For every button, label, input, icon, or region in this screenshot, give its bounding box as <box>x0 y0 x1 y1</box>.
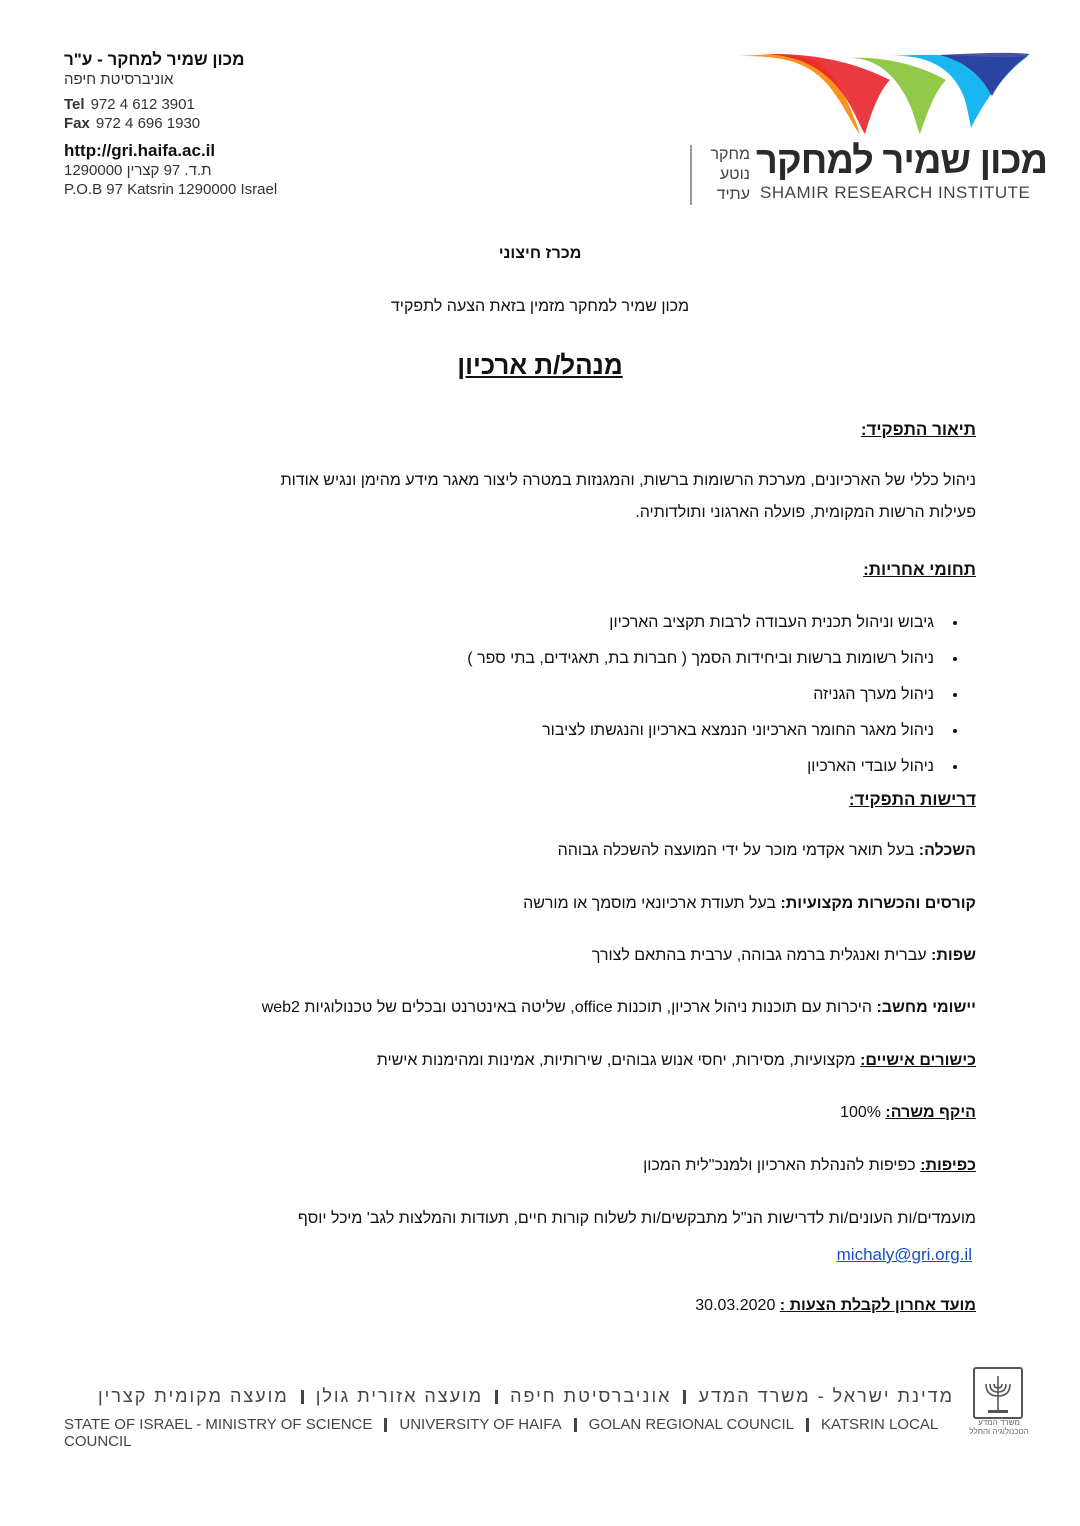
requirement-subordination <box>116 1157 976 1175</box>
responsibilities-list <box>242 605 942 785</box>
notice-type: מכרז חיצוני <box>498 245 582 262</box>
requirement-languages <box>116 947 976 965</box>
footer-partners-hebrew <box>64 1386 954 1407</box>
emblem-caption-2: הטכנולוגיה והחלל <box>969 1427 1029 1436</box>
list-item: • גיבוש וניהול תכנית העבודה לרבות תקציב הארכיון <box>242 605 942 641</box>
fax-label: Fax <box>64 115 90 132</box>
courses-label: קורסים והכשרות מקצועיות: <box>780 895 976 912</box>
emblem-caption <box>958 1418 1040 1436</box>
computer-value: היכרות עם תוכנות ניהול ארכיון, תוכנות office, שליטה באינטרנט ובכלים של טכנולוגיות web2 <box>261 999 873 1016</box>
footer-partner: UNIVERSITY OF HAIFA <box>399 1416 562 1433</box>
courses-value: בעל תעודת ארכיונאי מוסמך או מורשה <box>523 895 776 912</box>
sender-block <box>64 50 364 199</box>
deadline-value: 30.03.2020 <box>695 1297 776 1314</box>
tagline-word-2: נוטע <box>719 166 750 183</box>
list-item: • ניהול רשומות ברשות וביחידות הסמך ( חברות בת, תאגידים, בתי ספר ) <box>242 641 942 677</box>
emblem-caption-1: משרד המדע <box>978 1418 1020 1427</box>
separator <box>301 1390 304 1404</box>
footer-partner: מועצה מקומית קצרין <box>97 1386 289 1406</box>
education-value: בעל תואר אקדמי מוכר על ידי המועצה להשכלה גבוהה <box>557 842 915 859</box>
pob-english: P.O.B 97 Katsrin 1290000 Israel <box>64 181 278 198</box>
personal-label: כישורים אישיים: <box>860 1052 976 1069</box>
logo-name-english: SHAMIR RESEARCH INSTITUTE <box>760 183 1031 202</box>
requirement-education <box>116 842 976 860</box>
separator <box>495 1390 498 1404</box>
separator <box>683 1390 686 1404</box>
tel-line <box>64 95 364 114</box>
footer-partner: מדינת ישראל - משרד המדע <box>698 1386 954 1406</box>
description-line-2: פעילות הרשות המקומית, פועלה הארגוני ותולדותיה. <box>635 504 976 521</box>
list-item: • ניהול מאגר החומר הארכיוני הנמצא בארכיון והנגשתו לציבור <box>242 713 942 749</box>
requirement-scope <box>116 1104 976 1122</box>
footer-partners-english <box>64 1416 954 1450</box>
footer-partner: KATSRIN LOCAL COUNCIL <box>64 1416 938 1450</box>
org-name: מכון שמיר למחקר - ע"ר <box>64 50 245 69</box>
tagline-word-1: מחקר <box>710 146 750 163</box>
deadline-label: מועד אחרון לקבלת הצעות : <box>779 1297 976 1314</box>
education-label: השכלה: <box>918 842 976 859</box>
requirements-heading: דרישות התפקיד: <box>848 790 976 809</box>
separator <box>574 1418 577 1432</box>
footer-partner: מועצה אזורית גולן <box>315 1386 484 1406</box>
subordination-value: כפיפות להנהלת הארכיון ולמנכ"לית המכון <box>643 1157 916 1174</box>
requirement-courses <box>116 895 976 913</box>
logo-name-hebrew: מכון שמיר למחקר <box>756 140 1048 182</box>
university: אוניברסיטת חיפה <box>64 71 174 88</box>
application-text: מועמדים/ות העונים/ות לדרישות הנ"ל מתבקשים/ות לשלוח קורות חיים, תעודות והמלצות לגב' מיכל יוסף <box>297 1210 976 1227</box>
job-title: מנהל/ת ארכיון <box>457 350 623 380</box>
fax-line <box>64 114 364 133</box>
tel-value: 972 4 612 3901 <box>90 96 195 113</box>
footer-partner: STATE OF ISRAEL - MINISTRY OF SCIENCE <box>64 1416 373 1433</box>
subordination-label: כפיפות: <box>920 1157 976 1174</box>
logo-tagline <box>690 145 750 205</box>
institute-logo-icon <box>740 50 1030 142</box>
list-item: • ניהול עובדי הארכיון <box>242 749 942 785</box>
footer-partner: GOLAN REGIONAL COUNCIL <box>588 1416 794 1433</box>
fax-value: 972 4 696 1930 <box>95 115 201 132</box>
website-url[interactable]: http://gri.haifa.ac.il <box>64 141 216 160</box>
scope-value: 100% <box>840 1104 881 1121</box>
deadline <box>116 1297 976 1315</box>
computer-label: יישומי מחשב: <box>876 999 976 1016</box>
personal-value: מקצועיות, מסירות, יחסי אנוש גבוהים, שירותיות, אמינות ומהימנות אישית <box>376 1052 856 1069</box>
notice-intro: מכון שמיר למחקר מזמין בזאת הצעה לתפקיד <box>390 298 690 315</box>
tagline-word-3: עתיד <box>716 186 750 203</box>
tel-label: Tel <box>64 96 85 113</box>
scope-label: היקף משרה: <box>885 1104 976 1121</box>
description-heading: תיאור התפקיד: <box>860 420 976 439</box>
description-text <box>166 465 976 529</box>
description-line-1: ניהול כללי של הארכיונים, מערכת הרשומות ברשות, והמגנזות במטרה ליצור מאגר מידע מהימן ונגיש אודות <box>280 472 976 489</box>
footer-partner: אוניברסיטת חיפה <box>510 1386 672 1406</box>
separator <box>384 1418 387 1432</box>
requirement-personal <box>116 1052 976 1070</box>
list-item: • ניהול מערך הגניזה <box>242 677 942 713</box>
languages-label: שפות: <box>931 947 976 964</box>
contact-email-link[interactable]: michaly@gri.org.il <box>836 1245 972 1264</box>
languages-value: עברית ואנגלית ברמה גבוהה, ערבית בהתאם לצורך <box>591 947 927 964</box>
separator <box>806 1418 809 1432</box>
requirement-computer <box>116 999 976 1017</box>
responsibilities-heading: תחומי אחריות: <box>863 560 976 579</box>
pob-hebrew: ת.ד. 97 קצרין 1290000 <box>64 162 212 179</box>
